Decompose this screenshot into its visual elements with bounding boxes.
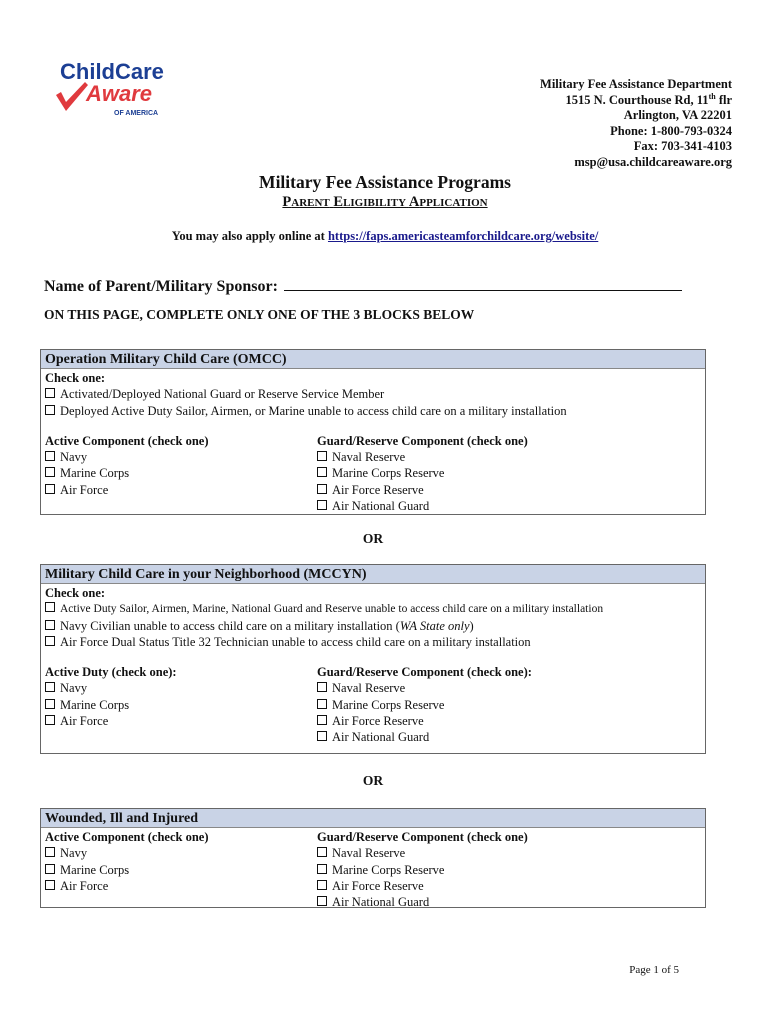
checkbox-option[interactable] (317, 465, 701, 481)
checkbox-option[interactable] (45, 634, 701, 650)
checkbox-option[interactable] (45, 386, 701, 402)
street-suffix: th (708, 91, 716, 101)
subtitle-rest: ARENT (291, 197, 330, 209)
option-label: Marine Corps (60, 697, 130, 712)
checkbox-icon[interactable] (317, 682, 327, 692)
checkbox-icon[interactable] (45, 484, 55, 494)
check-one-label: Check one: (45, 586, 106, 600)
mccyn-block (40, 564, 706, 754)
omcc-block (40, 349, 706, 515)
checkbox-option[interactable] (45, 878, 317, 894)
checkbox-option[interactable] (45, 601, 701, 617)
guard-reserve-heading: Guard/Reserve Component (check one) (317, 433, 528, 448)
checkbox-icon[interactable] (45, 699, 55, 709)
active-duty-heading: Active Duty (check one): (45, 665, 177, 680)
checkbox-icon[interactable] (317, 896, 327, 906)
option-label: Marine Corps Reserve (332, 466, 445, 481)
checkbox-icon[interactable] (317, 864, 327, 874)
checkbox-icon[interactable] (317, 451, 327, 461)
option-label: Navy (60, 681, 88, 696)
sponsor-name-row (44, 276, 682, 296)
checkbox-option[interactable] (317, 862, 701, 878)
option-label: Air National Guard (332, 730, 430, 745)
street-address (540, 93, 732, 109)
checkbox-option[interactable] (45, 618, 701, 634)
logo-text-aware: Aware (86, 81, 153, 106)
checkbox-icon[interactable] (45, 388, 55, 398)
option-label: Marine Corps (60, 862, 130, 877)
block-header: Wounded, Ill and Injured (41, 809, 705, 828)
option-label: Air Force (60, 878, 109, 893)
department-name: Military Fee Assistance Department (540, 77, 732, 91)
checkbox-option[interactable] (317, 845, 701, 861)
checkbox-icon[interactable] (45, 864, 55, 874)
or-separator: OR (362, 773, 384, 788)
option-note: WA State only (399, 618, 470, 633)
option-label: Air Force Reserve (332, 714, 424, 729)
option-label: Naval Reserve (332, 681, 406, 696)
active-component-heading: Active Component (check one) (45, 830, 209, 844)
checkbox-icon[interactable] (45, 620, 55, 630)
checkbox-icon[interactable] (45, 636, 55, 646)
checkbox-option[interactable] (45, 680, 317, 696)
option-label: Naval Reserve (332, 450, 406, 465)
option-label: Air Force (60, 714, 109, 729)
checkbox-icon[interactable] (45, 451, 55, 461)
city-state-zip: Arlington, VA 22201 (623, 108, 732, 123)
checkbox-option[interactable] (317, 878, 701, 894)
fax-number: Fax: 703-341-4103 (633, 139, 732, 154)
checkbox-option[interactable] (45, 713, 317, 729)
checkbox-icon[interactable] (317, 500, 327, 510)
subtitle-cap: E (333, 194, 344, 210)
checkbox-option[interactable] (45, 449, 317, 465)
checkbox-option[interactable] (317, 680, 701, 696)
checkbox-option[interactable] (45, 845, 317, 861)
instruction-text: ON THIS PAGE, COMPLETE ONLY ONE OF THE 3 BLOCKS BELOW (44, 307, 475, 322)
option-label: Air Force Dual Status Title 32 Technician unable to access child care on a military installation (60, 634, 531, 649)
checkbox-icon[interactable] (317, 715, 327, 725)
option-label: Navy Civilian unable to access child care on a military installation ( (60, 618, 400, 633)
checkbox-icon[interactable] (317, 484, 327, 494)
checkbox-option[interactable] (317, 713, 701, 729)
checkbox-option[interactable] (45, 697, 317, 713)
logo-text-childcare: ChildCare (60, 59, 164, 84)
checkbox-icon[interactable] (45, 602, 55, 612)
checkbox-option[interactable] (317, 894, 701, 910)
online-text: You may also apply online at (171, 229, 328, 243)
logo-text-of-america: OF AMERICA (114, 110, 159, 117)
subtitle-rest: PPLICATION (419, 197, 488, 209)
checkbox-option[interactable] (317, 697, 701, 713)
logo-graphic (52, 55, 172, 121)
option-label: Marine Corps (60, 466, 130, 481)
option-label: Marine Corps Reserve (332, 697, 445, 712)
option-label: Air National Guard (332, 499, 430, 514)
checkbox-option[interactable] (317, 729, 701, 745)
checkbox-icon[interactable] (45, 405, 55, 415)
online-application-note (0, 229, 770, 244)
checkbox-option[interactable] (317, 449, 701, 465)
checkbox-icon[interactable] (45, 847, 55, 857)
option-label: Navy (60, 450, 88, 465)
checkbox-option[interactable] (45, 482, 317, 498)
or-separator: OR (362, 531, 384, 546)
option-label: Deployed Active Duty Sailor, Airmen, or Marine unable to access child care on a military installation (60, 403, 567, 418)
guard-reserve-heading: Guard/Reserve Component (check one) (317, 830, 528, 844)
checkbox-option[interactable] (317, 482, 701, 498)
checkbox-option[interactable] (45, 862, 317, 878)
option-label: Air Force (60, 482, 109, 497)
email-address: msp@usa.childcareaware.org (574, 154, 732, 169)
check-one-label: Check one: (45, 371, 106, 385)
street-floor: flr (715, 92, 732, 107)
subtitle-cap: P (282, 194, 292, 210)
checkbox-icon[interactable] (317, 847, 327, 857)
subtitle-rest: LIGIBILITY (343, 197, 407, 209)
wounded-ill-injured-block (40, 808, 706, 908)
guard-reserve-heading: Guard/Reserve Component (check one): (317, 665, 532, 680)
checkbox-option[interactable] (45, 465, 317, 481)
subtitle-cap: A (408, 194, 420, 210)
contact-address-block (540, 77, 732, 171)
checkbox-icon[interactable] (45, 682, 55, 692)
page-number: Page 1 of 5 (629, 964, 679, 976)
option-label: Activated/Deployed National Guard or Reserve Service Member (60, 387, 385, 402)
block-header: Military Child Care in your Neighborhood (MCCYN) (41, 565, 705, 584)
option-label: Air Force Reserve (332, 482, 424, 497)
street-main: 1515 N. Courthouse Rd, 11 (565, 92, 709, 107)
checkbox-icon[interactable] (45, 467, 55, 477)
sponsor-name-field[interactable] (284, 276, 682, 291)
option-label: Naval Reserve (332, 846, 406, 861)
option-label: Navy (60, 846, 88, 861)
checkbox-option[interactable] (45, 403, 701, 419)
page-title: Military Fee Assistance Programs (259, 172, 511, 192)
checkbox-icon[interactable] (317, 880, 327, 890)
checkbox-icon[interactable] (45, 880, 55, 890)
option-label: ) (469, 618, 474, 633)
block-header: Operation Military Child Care (OMCC) (41, 350, 705, 369)
option-label: Active Duty Sailor, Airmen, Marine, National Guard and Reserve unable to access child care on a military installation (60, 603, 604, 616)
page-subtitle (0, 194, 770, 211)
option-label: Air National Guard (332, 895, 430, 910)
checkbox-option[interactable] (317, 498, 701, 514)
checkbox-icon[interactable] (317, 467, 327, 477)
option-label: Marine Corps Reserve (332, 862, 445, 877)
online-application-link[interactable]: https://faps.americasteamforchildcare.org/website/ (327, 229, 599, 243)
checkbox-icon[interactable] (45, 715, 55, 725)
active-component-heading: Active Component (check one) (45, 433, 209, 448)
checkbox-icon[interactable] (317, 699, 327, 709)
checkbox-icon[interactable] (317, 731, 327, 741)
childcare-aware-logo (52, 55, 172, 121)
phone-number: Phone: 1-800-793-0324 (610, 123, 732, 138)
option-label: Air Force Reserve (332, 878, 424, 893)
sponsor-name-label: Name of Parent/Military Sponsor: (44, 278, 278, 295)
